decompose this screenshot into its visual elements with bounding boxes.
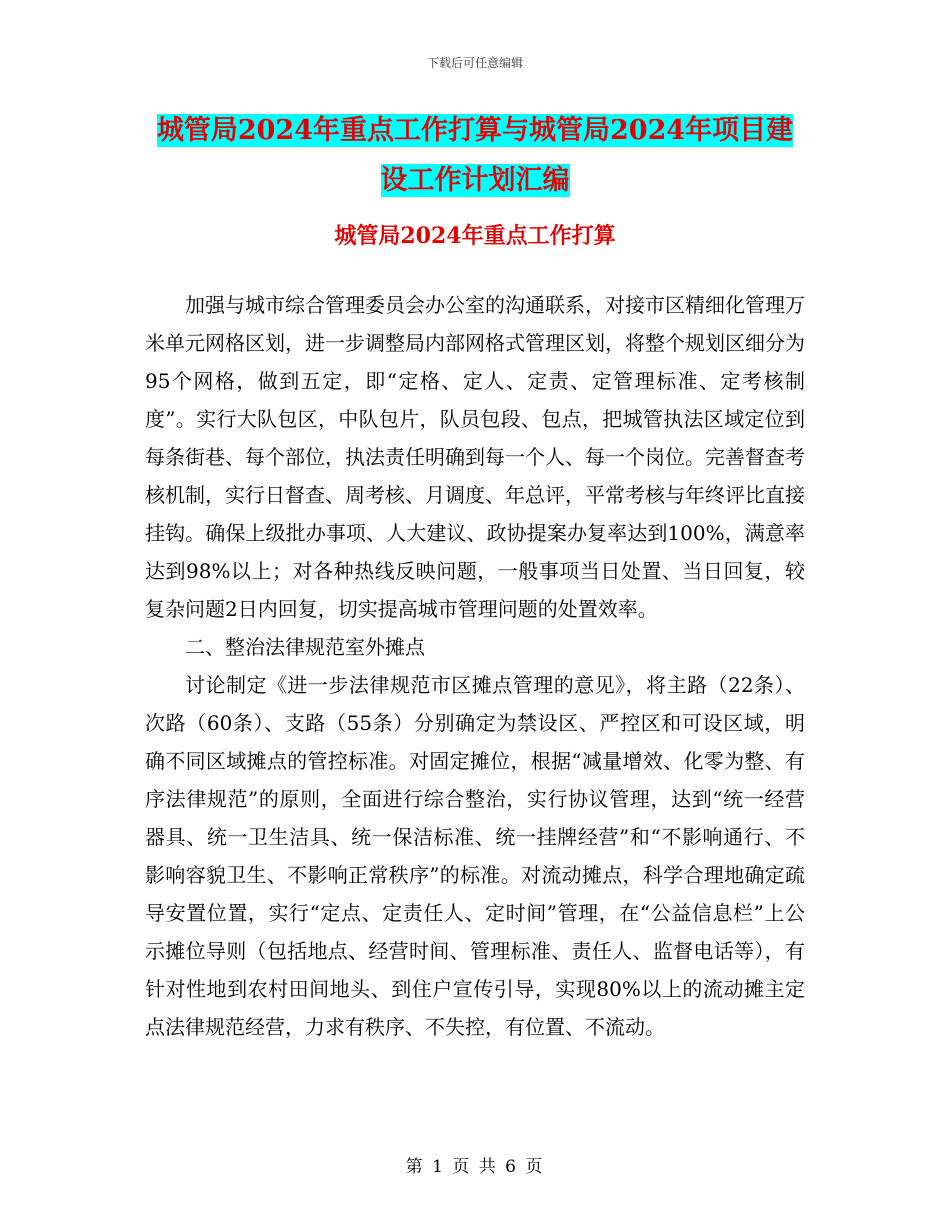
- document-title: [145, 106, 805, 206]
- document-title-line-1: 城管局2024年重点工作打算与城管局2024年项目建: [156, 115, 794, 146]
- heading-stall-rectification: 二、整治法律规范室外摊点: [185, 635, 425, 659]
- paragraph-stall-management: 讨论制定《进一步法律规范市区摊点管理的意见》，将主路（22条）、次路（60条）、支路（55条）分别确定为禁设区、严控区和可设区域，明确不同区域摊点的管控标准。对固定摊位，根据“减量增效、化零为整、有序法律规范”的原则，全面进行综合整治，实行协议管理，达到“统一经营器具、统一卫生洁具、统一保洁标准、统一挂牌经营”和“不影响通行、不影响容貌卫生、不影响正常秩序”的标准。对流动摊点，科学合理地确定疏导安置位置，实行“定点、定责任人、定时间”管理，在“公益信息栏”上公示摊位导则（包括地点、经营时间、管理标准、责任人、监督电话等），有针对性地到农村田间地头、到住户宣传引导，实现80%以上的流动摊主定点法律规范经营，力求有秩序、不失控，有位置、不流动。: [145, 673, 805, 1039]
- document-title-line-2: 设工作计划汇编: [380, 165, 570, 196]
- paragraph-grid-management: 加强与城市综合管理委员会办公室的沟通联系，对接市区精细化管理万米单元网格区划，进一步调整局内部网格式管理区划，将整个规划区细分为95个网格，做到五定，即“定格、定人、定责、定管理标准、定考核制度”。实行大队包区，中队包片，队员包段、包点，把城管执法区域定位到每条街巷、每个部位，执法责任明确到每一个人、每一个岗位。完善督查考核机制，实行日督查、周考核、月调度、年总评，平常考核与年终评比直接挂钩。确保上级批办事项、人大建议、政协提案办复率达到100%，满意率达到98%以上；对各种热线反映问题，一般事项当日处置、当日回复，较复杂问题2日内回复，切实提高城市管理问题的处置效率。: [145, 293, 805, 621]
- page-number: 第 1 页 共 6 页: [405, 1157, 545, 1177]
- document-body: [145, 286, 805, 1046]
- header-note: 下载后可任意编辑: [426, 56, 523, 70]
- section-title: 城管局2024年重点工作打算: [334, 223, 616, 249]
